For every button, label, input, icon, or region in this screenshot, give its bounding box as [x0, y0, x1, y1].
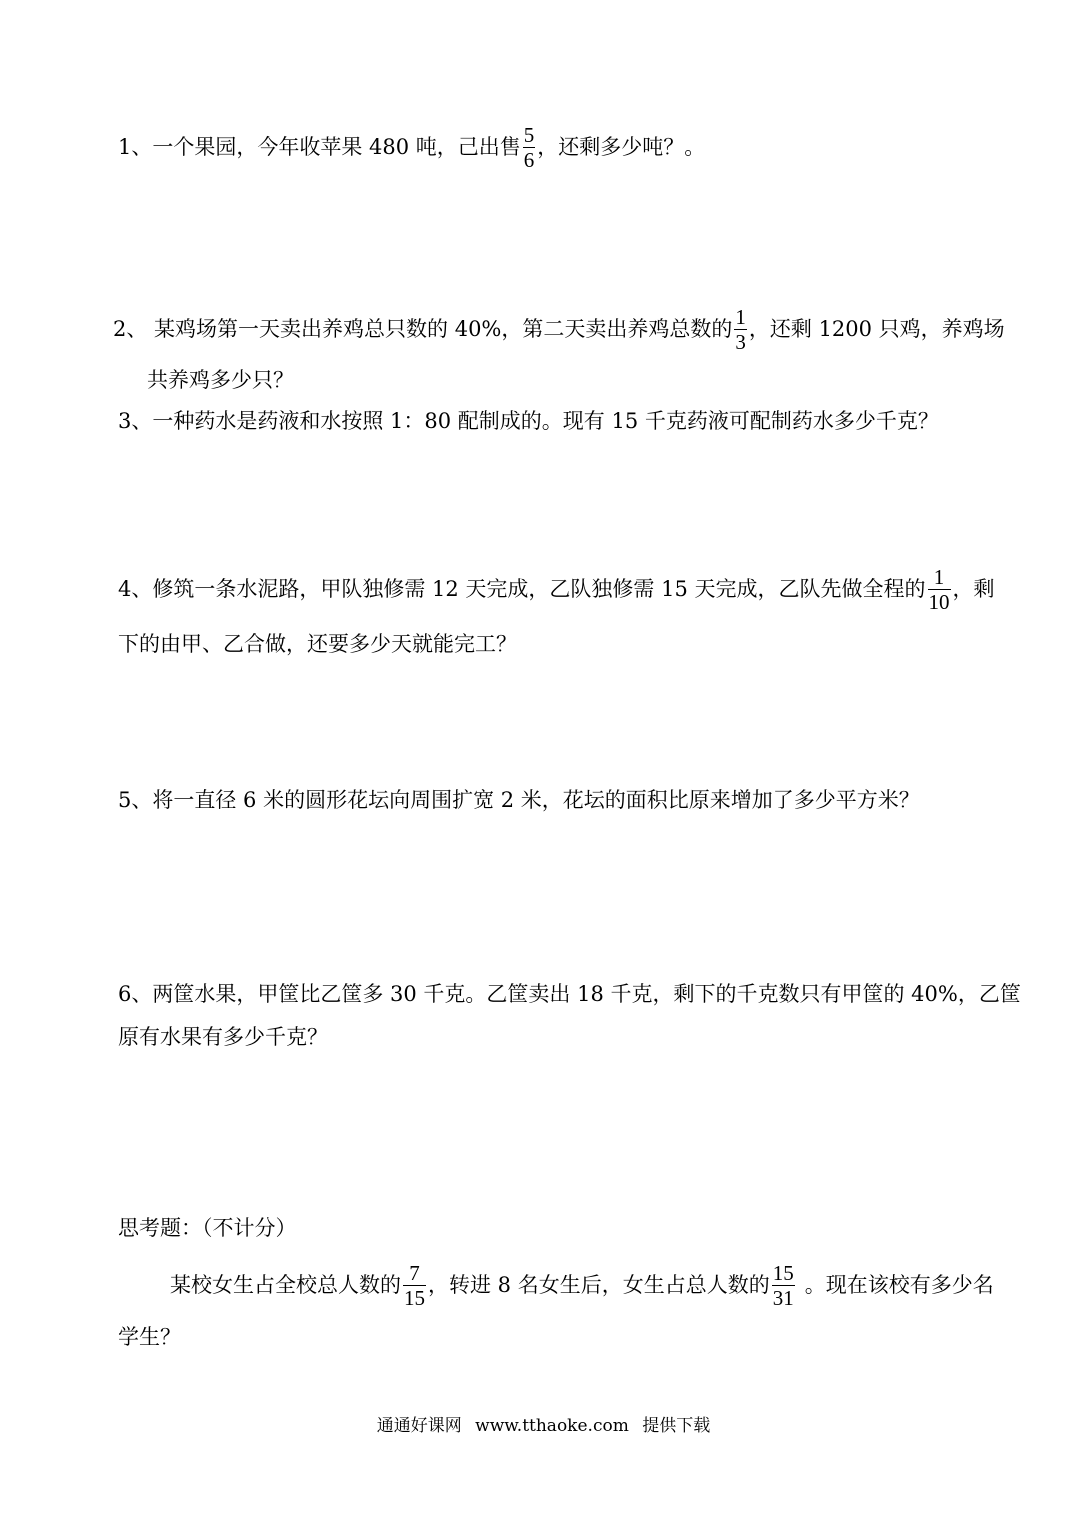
footer-suffix: 提供下载	[642, 1416, 711, 1436]
problem-1-text-b: ，还剩多少吨？。	[537, 135, 706, 160]
footer-site-name: 通通好课网	[376, 1416, 462, 1436]
problem-1	[118, 124, 705, 171]
problem-4-text-b: ，剩	[952, 577, 995, 602]
problem-6-continued	[118, 1027, 328, 1048]
problem-2-text-c: 共养鸡多少只？	[147, 368, 294, 392]
fraction-1-10	[928, 566, 951, 613]
thinking-question-continued	[118, 1327, 181, 1348]
problem-6	[118, 984, 1021, 1005]
problem-2-text-a: 2、 某鸡场第一天卖出养鸡总只数的 40%，第二天卖出养鸡总数的	[113, 317, 733, 342]
fraction-denominator: 10	[928, 590, 950, 615]
fraction-numerator: 7	[409, 1261, 420, 1285]
problem-6-text-b: 原有水果有多少千克？	[118, 1025, 328, 1049]
problem-6-text-a: 6、两筐水果，甲筐比乙筐多 30 千克。乙筐卖出 18 千克，剩下的千克数只有甲筐的 40%，乙筐	[118, 982, 1021, 1006]
problem-4-continued	[118, 634, 517, 655]
problem-3-text: 3、一种药水是药液和水按照 1：80 配制成的。现有 15 千克药液可配制药水多少千克？	[118, 409, 939, 433]
problem-4-text-c: 下的由甲、乙合做，还要多少天就能完工？	[118, 632, 517, 656]
problem-4-text-a: 4、修筑一条水泥路，甲队独修需 12 天完成，乙队独修需 15 天完成，乙队先做全程的	[118, 577, 926, 602]
problem-5	[118, 790, 920, 811]
fraction-numerator: 5	[523, 123, 535, 147]
thinking-question	[170, 1262, 994, 1309]
problem-5-text: 5、将一直径 6 米的圆形花坛向周围扩宽 2 米，花坛的面积比原来增加了多少平方米？	[118, 788, 920, 812]
footer-url: www.tthaoke.com	[475, 1416, 629, 1436]
fraction-7-15	[403, 1262, 426, 1309]
page-footer	[0, 1411, 1087, 1436]
thinking-text-a: 某校女生占全校总人数的	[170, 1273, 401, 1298]
problem-4	[118, 566, 995, 613]
problem-2-text-b: ，还剩 1200 只鸡，养鸡场	[748, 317, 1005, 342]
thinking-title	[118, 1218, 297, 1239]
fraction-numerator: 15	[772, 1261, 794, 1285]
thinking-text-b: ，转进 8 名女生后，女生占总人数的	[428, 1273, 770, 1298]
fraction-numerator: 1	[735, 305, 746, 329]
thinking-text-d: 学生？	[118, 1325, 181, 1349]
fraction-15-31	[772, 1262, 795, 1309]
fraction-denominator: 6	[523, 148, 535, 173]
thinking-text-c: 。现在该校有多少名	[804, 1273, 994, 1298]
fraction-denominator: 31	[772, 1286, 794, 1311]
fraction-numerator: 1	[933, 565, 945, 589]
fraction-1-3	[734, 306, 747, 353]
fraction-denominator: 15	[404, 1286, 425, 1311]
fraction-5-6	[523, 124, 536, 171]
problem-2-continued	[147, 370, 294, 391]
problem-1-text-a: 1、一个果园，今年收苹果 480 吨，己出售	[118, 135, 521, 160]
problem-2	[113, 306, 1005, 353]
fraction-denominator: 3	[735, 330, 746, 355]
thinking-title-text: 思考题：（不计分）	[118, 1216, 297, 1240]
problem-3	[118, 411, 939, 432]
